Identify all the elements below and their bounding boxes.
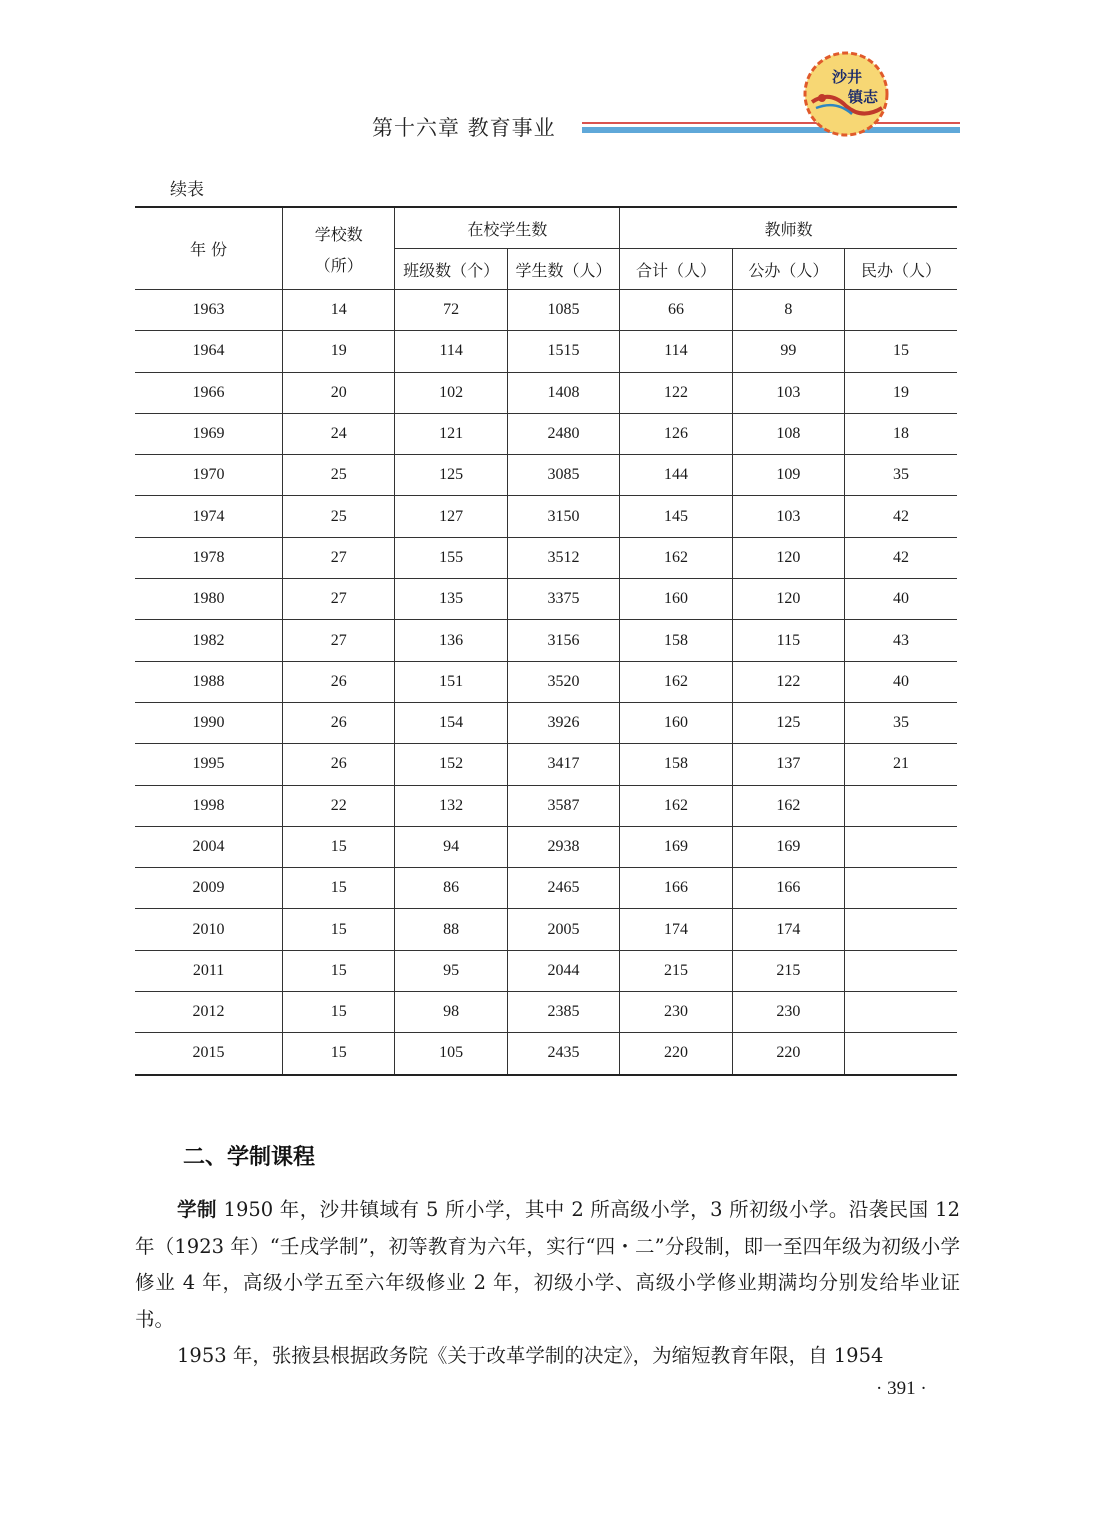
cell-schools: 15 [283, 1033, 395, 1075]
table-row [135, 579, 957, 620]
cell-public: 120 [732, 579, 844, 620]
cell-classes: 127 [395, 496, 507, 537]
table-row [135, 372, 957, 413]
table-row [135, 785, 957, 826]
cell-public: 169 [732, 826, 844, 867]
cell-students: 2465 [507, 868, 619, 909]
table-row [135, 992, 957, 1033]
cell-students: 3926 [507, 702, 619, 743]
cell-total: 160 [620, 579, 732, 620]
cell-classes: 105 [395, 1033, 507, 1075]
paragraph-academic-system [135, 1192, 960, 1338]
table-body [135, 290, 957, 1075]
cell-private: 40 [845, 579, 957, 620]
table-row [135, 826, 957, 867]
header-schools-line2: （所） [314, 255, 363, 275]
cell-students: 3156 [507, 620, 619, 661]
cell-classes: 86 [395, 868, 507, 909]
cell-public: 220 [732, 1033, 844, 1075]
cell-year: 1998 [135, 785, 283, 826]
cell-students: 3417 [507, 744, 619, 785]
cell-total: 230 [620, 992, 732, 1033]
cell-total: 158 [620, 620, 732, 661]
cell-classes: 102 [395, 372, 507, 413]
cell-classes: 125 [395, 455, 507, 496]
header-enrolled: 在校学生数 [395, 207, 620, 249]
cell-year: 2015 [135, 1033, 283, 1075]
cell-total: 215 [620, 950, 732, 991]
cell-private [845, 868, 957, 909]
paragraph-lead: 学制 [177, 1198, 217, 1221]
cell-students: 2005 [507, 909, 619, 950]
cell-students: 3150 [507, 496, 619, 537]
cell-private [845, 992, 957, 1033]
cell-year: 1969 [135, 413, 283, 454]
cell-students: 2480 [507, 413, 619, 454]
cell-year: 1995 [135, 744, 283, 785]
cell-total: 169 [620, 826, 732, 867]
cell-total: 162 [620, 537, 732, 578]
cell-total: 122 [620, 372, 732, 413]
cell-total: 66 [620, 290, 732, 331]
cell-private: 35 [845, 702, 957, 743]
education-statistics-table [135, 206, 957, 1076]
cell-year: 1988 [135, 661, 283, 702]
paragraph-1953: 1953 年，张掖县根据政务院《关于改革学制的决定》，为缩短教育年限，自 1954 [177, 1344, 884, 1367]
cell-total: 220 [620, 1033, 732, 1075]
page-number: · 391 · [876, 1378, 927, 1399]
cell-public: 99 [732, 331, 844, 372]
cell-year: 1982 [135, 620, 283, 661]
header-schools [283, 207, 395, 290]
table-row [135, 413, 957, 454]
cell-public: 8 [732, 290, 844, 331]
cell-classes: 154 [395, 702, 507, 743]
cell-classes: 98 [395, 992, 507, 1033]
header-rule-red [582, 122, 960, 124]
cell-classes: 94 [395, 826, 507, 867]
seal-line-1: 沙井 [832, 68, 863, 86]
cell-year: 1980 [135, 579, 283, 620]
cell-year: 2009 [135, 868, 283, 909]
cell-schools: 26 [283, 661, 395, 702]
cell-classes: 95 [395, 950, 507, 991]
cell-students: 1515 [507, 331, 619, 372]
section-title: 二、学制课程 [183, 1145, 316, 1170]
cell-schools: 15 [283, 909, 395, 950]
cell-classes: 135 [395, 579, 507, 620]
cell-year: 2004 [135, 826, 283, 867]
cell-year: 2010 [135, 909, 283, 950]
header-students: 学生数（人） [507, 249, 619, 290]
cell-year: 1966 [135, 372, 283, 413]
cell-total: 145 [620, 496, 732, 537]
table-row [135, 455, 957, 496]
cell-year: 1970 [135, 455, 283, 496]
table-row [135, 909, 957, 950]
cell-classes: 121 [395, 413, 507, 454]
table-caption: 续表 [170, 180, 204, 200]
header-teachers: 教师数 [620, 207, 957, 249]
cell-year: 1978 [135, 537, 283, 578]
table-row [135, 950, 957, 991]
cell-private: 35 [845, 455, 957, 496]
cell-year: 2012 [135, 992, 283, 1033]
cell-private [845, 950, 957, 991]
cell-schools: 15 [283, 826, 395, 867]
header-classes: 班级数（个） [395, 249, 507, 290]
cell-private: 43 [845, 620, 957, 661]
cell-year: 1964 [135, 331, 283, 372]
cell-total: 158 [620, 744, 732, 785]
cell-students: 3587 [507, 785, 619, 826]
table-row [135, 290, 957, 331]
cell-private [845, 785, 957, 826]
cell-schools: 26 [283, 702, 395, 743]
cell-private: 42 [845, 537, 957, 578]
cell-year: 1974 [135, 496, 283, 537]
cell-schools: 26 [283, 744, 395, 785]
header-rule-blue [582, 127, 960, 133]
cell-classes: 132 [395, 785, 507, 826]
cell-classes: 152 [395, 744, 507, 785]
cell-total: 126 [620, 413, 732, 454]
cell-classes: 136 [395, 620, 507, 661]
cell-public: 109 [732, 455, 844, 496]
table-row [135, 537, 957, 578]
cell-public: 125 [732, 702, 844, 743]
cell-schools: 22 [283, 785, 395, 826]
cell-classes: 155 [395, 537, 507, 578]
cell-classes: 151 [395, 661, 507, 702]
cell-schools: 27 [283, 579, 395, 620]
cell-public: 162 [732, 785, 844, 826]
cell-schools: 25 [283, 455, 395, 496]
cell-private: 40 [845, 661, 957, 702]
cell-public: 103 [732, 372, 844, 413]
table-row [135, 496, 957, 537]
cell-public: 215 [732, 950, 844, 991]
cell-total: 166 [620, 868, 732, 909]
cell-year: 1963 [135, 290, 283, 331]
cell-private: 19 [845, 372, 957, 413]
cell-public: 174 [732, 909, 844, 950]
cell-students: 1085 [507, 290, 619, 331]
cell-schools: 19 [283, 331, 395, 372]
cell-classes: 88 [395, 909, 507, 950]
header-schools-line1: 学校数 [314, 224, 363, 244]
cell-private [845, 909, 957, 950]
cell-public: 137 [732, 744, 844, 785]
cell-total: 160 [620, 702, 732, 743]
cell-schools: 15 [283, 992, 395, 1033]
cell-students: 3512 [507, 537, 619, 578]
cell-private [845, 826, 957, 867]
cell-students: 2385 [507, 992, 619, 1033]
cell-schools: 14 [283, 290, 395, 331]
cell-students: 3375 [507, 579, 619, 620]
cell-total: 114 [620, 331, 732, 372]
cell-private: 42 [845, 496, 957, 537]
table-row [135, 331, 957, 372]
cell-schools: 15 [283, 868, 395, 909]
table-row [135, 1033, 957, 1075]
cell-public: 166 [732, 868, 844, 909]
cell-public: 122 [732, 661, 844, 702]
table-row [135, 702, 957, 743]
cell-classes: 72 [395, 290, 507, 331]
cell-public: 103 [732, 496, 844, 537]
table-row [135, 620, 957, 661]
header-year: 年 份 [135, 207, 283, 290]
cell-students: 2044 [507, 950, 619, 991]
cell-public: 115 [732, 620, 844, 661]
cell-private: 18 [845, 413, 957, 454]
cell-schools: 20 [283, 372, 395, 413]
table-row [135, 744, 957, 785]
cell-schools: 15 [283, 950, 395, 991]
cell-year: 1990 [135, 702, 283, 743]
cell-total: 144 [620, 455, 732, 496]
cell-students: 2938 [507, 826, 619, 867]
town-record-seal-logo [802, 50, 890, 138]
cell-public: 108 [732, 413, 844, 454]
cell-students: 2435 [507, 1033, 619, 1075]
cell-schools: 24 [283, 413, 395, 454]
cell-public: 230 [732, 992, 844, 1033]
cell-private [845, 290, 957, 331]
cell-public: 120 [732, 537, 844, 578]
cell-schools: 27 [283, 537, 395, 578]
seal-line-2: 镇志 [848, 88, 879, 106]
cell-total: 162 [620, 785, 732, 826]
cell-year: 2011 [135, 950, 283, 991]
cell-students: 3085 [507, 455, 619, 496]
header-teachers-public: 公办（人） [732, 249, 844, 290]
cell-private: 15 [845, 331, 957, 372]
cell-classes: 114 [395, 331, 507, 372]
cell-private: 21 [845, 744, 957, 785]
cell-students: 1408 [507, 372, 619, 413]
table-row [135, 661, 957, 702]
cell-private [845, 1033, 957, 1075]
cell-schools: 25 [283, 496, 395, 537]
table-row [135, 868, 957, 909]
chapter-title: 第十六章 教育事业 [372, 116, 556, 140]
cell-total: 174 [620, 909, 732, 950]
cell-total: 162 [620, 661, 732, 702]
paragraph-text: 1950 年，沙井镇域有 5 所小学，其中 2 所高级小学，3 所初级小学。沿袭民国 12 年（1923 年）“壬戌学制”，初等教育为六年，实行“四・二”分段制，即一至四年级为初级小学修业 4 年，高级小学五至六年级修业 2 年，初级小学、高级小学修业期满均分别发给毕业证书。 [135, 1198, 960, 1331]
header-teachers-total: 合计（人） [620, 249, 732, 290]
cell-schools: 27 [283, 620, 395, 661]
cell-students: 3520 [507, 661, 619, 702]
header-teachers-private: 民办（人） [845, 249, 957, 290]
